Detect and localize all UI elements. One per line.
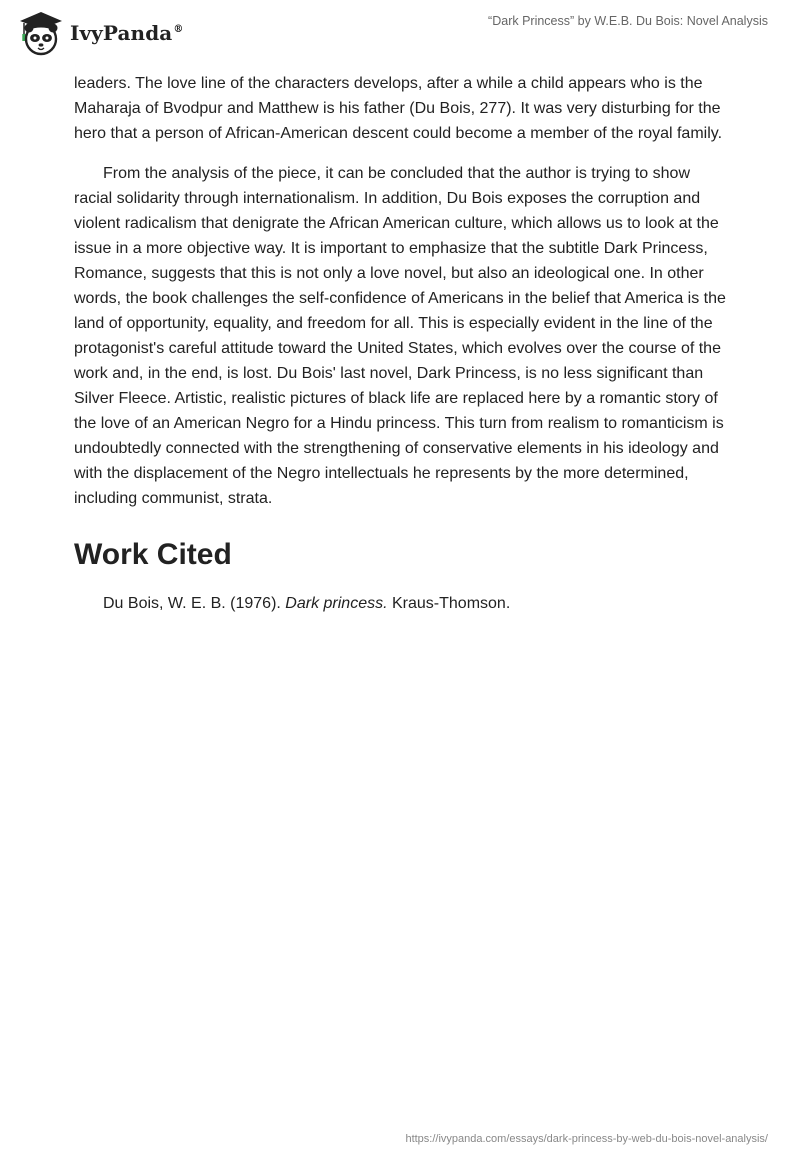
citation-publisher: Kraus-Thomson. <box>387 595 511 612</box>
panda-graduate-icon <box>14 8 64 58</box>
works-cited-heading: Work Cited <box>74 538 232 571</box>
document-title: “Dark Princess” by W.E.B. Du Bois: Novel Analysis <box>488 14 768 28</box>
logo-wordmark: IvyPanda <box>70 21 173 45</box>
citation-entry <box>74 591 730 616</box>
citation-book-title: Dark princess. <box>285 595 388 612</box>
essay-content <box>74 71 730 616</box>
ivypanda-logo[interactable] <box>14 8 183 58</box>
source-url[interactable]: https://ivypanda.com/essays/dark-princess-by-web-du-bois-novel-analysis/ <box>405 1133 768 1145</box>
registered-mark: ® <box>173 24 184 36</box>
paragraph-analysis: From the analysis of the piece, it can be concluded that the author is trying to show racial solidarity through internationalism. In addition, Du Bois exposes the corruption and violent radicalism that denigrate the African American culture, which allows us to look at the issue in a more objective way. It is important to emphasize that the subtitle Dark Princess, Romance, suggests that this is not only a love novel, but also an ideological one. In other words, the book challenges the self-confidence of Americans in the belief that America is the land of opportunity, equality, and freedom for all. This is especially evident in the line of the protagonist's careful attitude toward the United States, which evolves over the course of the work and, in the end, is lost. Du Bois' last novel, Dark Princess, is no less significant than Silver Fleece. Artistic, realistic pictures of black life are replaced here by a romantic story of the love of an American Negro for a Hindu princess. This turn from realism to romanticism is undoubtedly connected with the strengthening of conservative elements in his ideology and with the displacement of the Negro intellectuals he represents by the more determined, including communist, strata. <box>74 165 726 507</box>
citation-author: Du Bois, W. E. B. (1976). <box>103 595 286 612</box>
paragraph-continuation: leaders. The love line of the characters develops, after a while a child appears who is the Maharaja of Bvodpur and Matthew is his father (Du Bois, 277). It was very disturbing for the hero that a person of African-American descent could become a member of the royal family. <box>74 75 723 142</box>
page-header <box>0 0 800 70</box>
logo-text <box>70 21 183 45</box>
